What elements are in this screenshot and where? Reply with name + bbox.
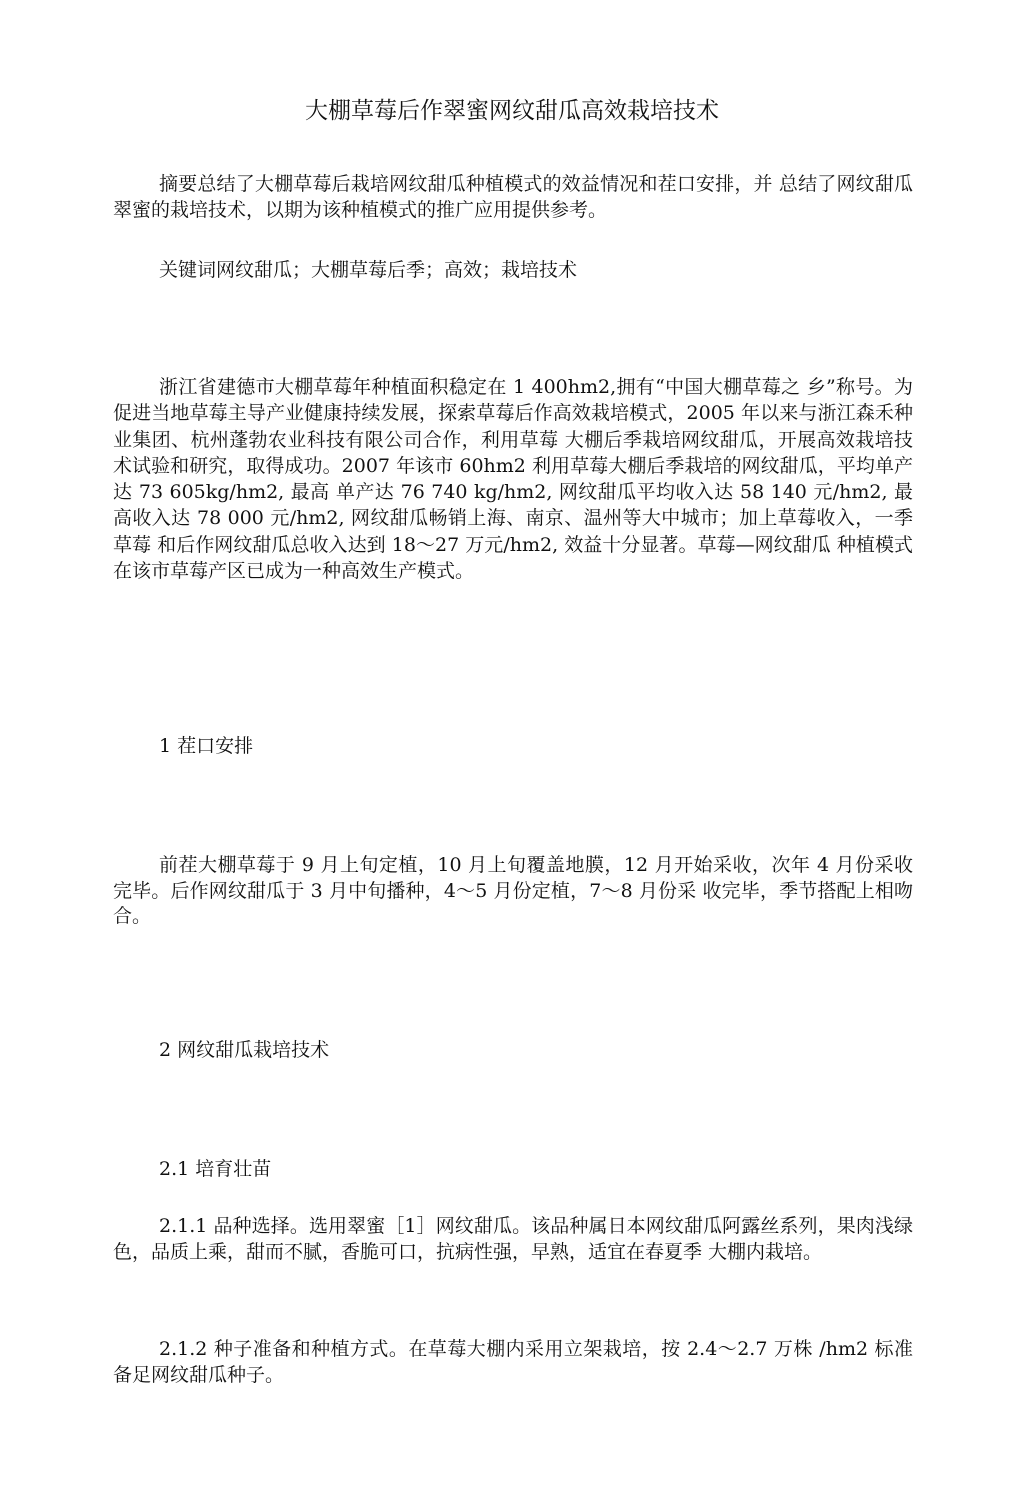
section-1-heading: 1 茬口安排 [159, 735, 254, 757]
keywords-paragraph: 关键词网纹甜瓜；大棚草莓后季；高效；栽培技术 [159, 259, 578, 281]
section-2-1-1-paragraph: 2.1.1 品种选择。选用翠蜜［1］网纹甜瓜。该品种属日本网纹甜瓜阿露丝系列，果肉浅绿色，品质上乘，甜而不腻，香脆可口，抗病性强，早熟，适宜在春夏季 大棚内栽培。 [113, 1215, 913, 1263]
document-title: 大棚草莓后作翠蜜网纹甜瓜高效栽培技术 [305, 98, 719, 124]
section-2-1-2-paragraph: 2.1.2 种子准备和种植方式。在草莓大棚内采用立架栽培，按 2.4～2.7 万株 /hm2 标准备足网纹甜瓜种子。 [113, 1338, 913, 1386]
intro-paragraph: 浙江省建德市大棚草莓年种植面积稳定在 1 400hm2,拥有“中国大棚草莓之 乡”称号。为促进当地草莓主导产业健康持续发展，探索草莓后作高效栽培模式，2005 年以来与浙江森禾种业集团、杭州蓬勃农业科技有限公司合作，利用草莓 大棚后季栽培网纹甜瓜，开展高效栽培技术试验和研究，取得成功。2007 年该市 60hm2 利用草莓大棚后季栽培的网纹甜瓜，平均单产达 73 605kg/hm2, 最高 单产达 76 740 kg/hm2, 网纹甜瓜平均收入达 58 140 元/hm2, 最高收入达 78 000 元/hm2, 网纹甜瓜畅销上海、南京、温州等大中城市；加上草莓收入，一季草莓 和后作网纹甜瓜总收入达到 18～27 万元/hm2, 效益十分显著。草莓—网纹甜瓜 种植模式在该市草莓产区已成为一种高效生产模式。 [113, 376, 913, 583]
section-2-1-heading: 2.1 培育壮苗 [159, 1158, 272, 1180]
abstract-paragraph: 摘要总结了大棚草莓后栽培网纹甜瓜种植模式的效益情况和茬口安排，并 总结了网纹甜瓜翠蜜的栽培技术，以期为该种植模式的推广应用提供参考。 [113, 173, 913, 221]
section-2-heading: 2 网纹甜瓜栽培技术 [159, 1039, 330, 1061]
section-1-body: 前茬大棚草莓于 9 月上旬定植，10 月上旬覆盖地膜，12 月开始采收，次年 4 月份采收完毕。后作网纹甜瓜于 3 月中旬播种，4～5 月份定植，7～8 月份采 收完毕，季节搭配上相吻合。 [113, 854, 913, 927]
